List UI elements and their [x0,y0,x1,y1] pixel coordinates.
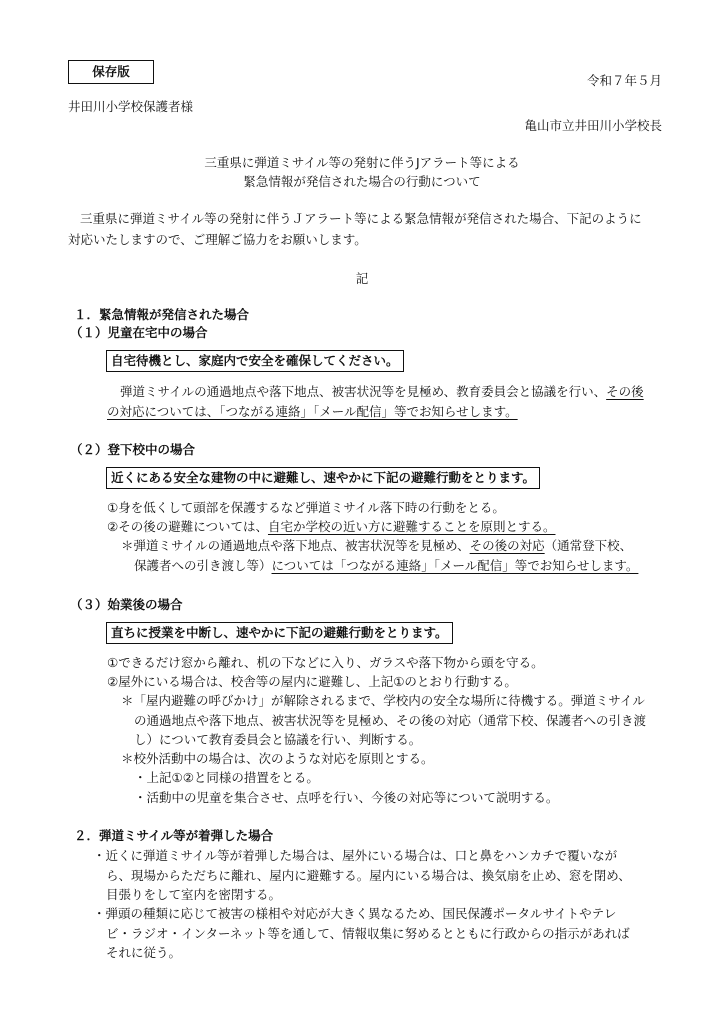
sub2-item-2-text: ②その後の避難については、 [107,519,268,534]
recipient: 井田川小学校保護者様 [68,99,194,114]
sub1-para-text: 弾道ミサイルの通過地点や落下地点、被害状況等を見極め、教育委員会と協議を行い、 [120,384,607,399]
sub1-heading: （１）児童在宅中の場合 [70,325,208,340]
sub3-item-1: ①できるだけ窓から離れ、机の下などに入り、ガラスや落下物から頭を守る。 [107,655,544,670]
section2-heading: ２．弾道ミサイル等が着弾した場合 [74,828,274,843]
sub2-note2-text: 保護者への引き渡し等） [134,558,272,573]
sub3-note1-line-2: の通過地点や落下地点、被害状況等を見極め、その後の対応（通常下校、保護者への引き渡 [134,713,647,728]
sub2-note-line-2 [134,557,638,574]
intro-line-2: 対応いたしますので、ご理解ご協力をお願いします。 [68,232,367,247]
section2-bullet1-line-2: ら、現場からただちに離れ、屋内に避難する。屋内にいる場合は、換気扇を止め、窓を閉め、 [106,868,631,883]
stamp-label: 保存版 [92,64,130,79]
date: 令和７年５月 [586,73,662,88]
sub3-note1-line-1: ＊「屋内避難の呼びかけ」が解除されるまで、学校内の安全な場所に待機する。弾道ミサイル [121,693,645,708]
section2-bullet1-line-3: 目張りをして室内を密閉する。 [106,887,282,902]
sub3-item-2: ②屋外にいる場合は、校舎等の屋内に避難し、上記①のとおり行動する。 [107,674,517,689]
sender: 亀山市立井田川小学校長 [524,118,662,133]
sub3-heading: （３）始業後の場合 [70,597,183,612]
sub1-boxed-notice: 自宅待機とし、家庭内で安全を確保してください。 [106,350,404,372]
title-line-2: 緊急情報が発信された場合の行動について [243,174,481,189]
intro-line-1: 三重県に弾道ミサイル等の発射に伴うＪアラート等による緊急情報が発信された場合、下記のように [80,211,642,226]
title-line-1: 三重県に弾道ミサイル等の発射に伴うJアラート等による [204,155,520,170]
sub1-para-underline: その後 [606,384,644,399]
section2-bullet2-line-2: ビ・ラジオ・インターネット等を通して、情報収集に努めるとともに行政からの指示があれば [106,926,630,941]
section1-heading: １．緊急情報が発信された場合 [74,307,250,322]
ki-marker: 記 [355,271,369,286]
sub3-bullet-2: ・活動中の児童を集合させ、点呼を行い、今後の対応等について説明する。 [134,790,559,805]
section2-bullet2-line-3: それに従う。 [106,945,182,960]
sub2-item-2 [107,518,555,535]
sub2-note-underline: その後の対応 [469,538,545,553]
sub2-item-1: ①身を低くして頭部を保護するなど弾道ミサイル落下時の行動をとる。 [107,500,505,515]
sub1-para-line-1 [120,383,644,400]
sub2-note2-underline: については「つながる連絡」「メール配信」等でお知らせします。 [271,558,639,573]
section2-bullet1-line-1: ・近くに弾道ミサイル等が着弾した場合は、屋外にいる場合は、口と鼻をハンカチで覆いなが [93,848,618,863]
sub2-heading: （２）登下校中の場合 [70,442,196,457]
sub3-note2: ＊校外活動中の場合は、次のような対応を原則とする。 [121,751,434,766]
section2-bullet2-line-1: ・弾頭の種類に応じて被害の様相や対応が大きく異なるため、国民保護ポータルサイトやテレ [93,906,617,921]
sub3-boxed-notice: 直ちに授業を中断し、速やかに下記の避難行動をとります。 [106,622,453,644]
sub1-para-line-2: の対応については、「つながる連絡」「メール配信」等でお知らせします。 [107,404,518,419]
sub3-note1-line-3: し）について教育委員会と協議を行い、判断する。 [134,732,422,747]
stamp-box [68,60,154,84]
sub2-note-text: ＊弾道ミサイルの通過地点や落下地点、被害状況等を見極め、 [121,538,470,553]
sub2-note-tail: （通常登下校、 [544,538,633,553]
sub3-bullet-1: ・上記①②と同様の措置をとる。 [134,770,319,785]
sub2-note-line-1 [121,537,632,554]
sub2-item-2-underline: 自宅か学校の近い方に避難することを原則とする。 [267,519,556,534]
sub2-boxed-notice: 近くにある安全な建物の中に避難し、速やかに下記の避難行動をとります。 [106,467,540,489]
